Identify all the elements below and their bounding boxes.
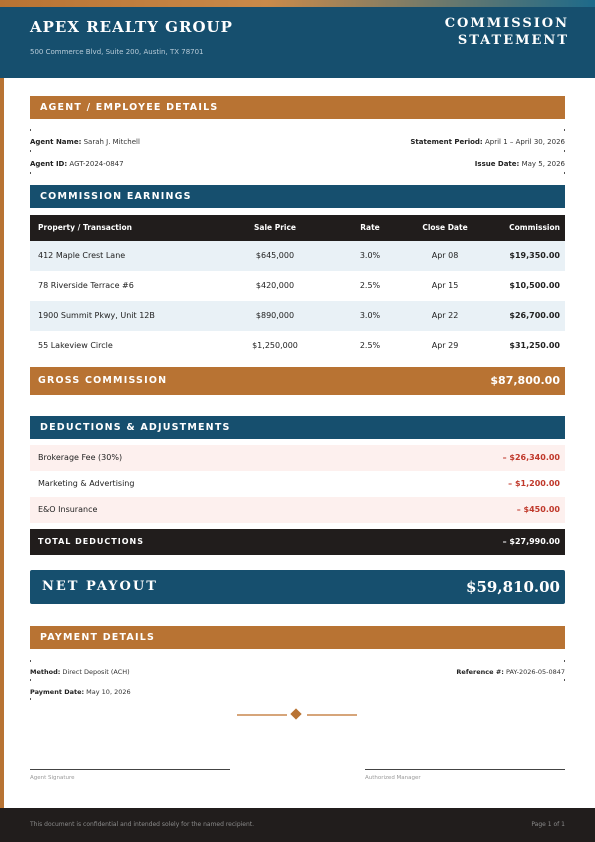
- page-number: Page 1 of 1: [531, 821, 565, 828]
- column-header-close-date: Close Date: [422, 223, 468, 232]
- document-title-line1: COMMISSION: [444, 16, 569, 31]
- payment-date-value: May 10, 2026: [86, 688, 131, 696]
- dot-marker: [564, 150, 565, 152]
- dot-marker: [30, 172, 31, 174]
- earnings-table-header: [30, 215, 565, 241]
- dot-marker: [30, 698, 31, 700]
- company-address: 500 Commerce Blvd, Suite 200, Austin, TX 78701: [30, 48, 204, 56]
- column-header-property: Property / Transaction: [38, 223, 132, 232]
- close-date-cell: Apr 29: [431, 341, 459, 350]
- commission-cell: $31,250.00: [509, 341, 560, 350]
- issue-date-value: May 5, 2026: [521, 160, 565, 168]
- payment-reference-label: Reference #:: [456, 668, 504, 676]
- column-header-commission: Commission: [509, 223, 560, 232]
- agent-name-label: Agent Name:: [30, 138, 82, 146]
- close-date-cell: Apr 08: [431, 251, 459, 260]
- payment-method-label: Method:: [30, 668, 61, 676]
- statement-period-label: Statement Period:: [410, 138, 483, 146]
- agent-name-value: Sarah J. Mitchell: [83, 138, 140, 146]
- property-cell: 1900 Summit Pkwy, Unit 12B: [38, 311, 155, 320]
- deduction-amount: – $26,340.00: [502, 453, 560, 462]
- ornament-line-right: [307, 714, 357, 716]
- payment-method: [30, 668, 130, 676]
- total-deductions-bar: [30, 529, 565, 555]
- deduction-row: [30, 471, 565, 497]
- rate-cell: 2.5%: [359, 341, 381, 350]
- net-payout-banner: [30, 570, 565, 604]
- left-accent-stripe: [0, 78, 4, 808]
- table-row: [30, 301, 565, 331]
- deduction-label: Marketing & Advertising: [38, 479, 135, 488]
- payment-details-heading: PAYMENT DETAILS: [30, 626, 565, 649]
- sale-price-cell: $645,000: [255, 251, 295, 260]
- dot-marker: [564, 679, 565, 681]
- rate-cell: 2.5%: [359, 281, 381, 290]
- document-header: [0, 0, 595, 78]
- column-header-rate: Rate: [360, 223, 380, 232]
- deduction-amount: – $1,200.00: [508, 479, 560, 488]
- table-row: [30, 331, 565, 361]
- agent-name: [30, 138, 140, 146]
- net-payout-label: NET PAYOUT: [42, 579, 158, 594]
- diamond-icon: [290, 708, 301, 719]
- agent-id-value: AGT-2024-0847: [69, 160, 124, 168]
- sale-price-cell: $1,250,000: [252, 341, 298, 350]
- dot-marker: [30, 679, 31, 681]
- agent-id: [30, 160, 124, 168]
- document-footer: [0, 808, 595, 842]
- close-date-cell: Apr 22: [431, 311, 459, 320]
- payment-reference-value: PAY-2026-05-0847: [505, 668, 565, 676]
- sale-price-cell: $890,000: [255, 311, 295, 320]
- gross-commission-bar: [30, 367, 565, 395]
- dot-marker: [564, 172, 565, 174]
- document-title: [369, 15, 569, 49]
- header-accent-line: [0, 0, 595, 7]
- payment-date-label: Payment Date:: [30, 688, 85, 696]
- column-header-sale-price: Sale Price: [253, 223, 297, 232]
- rate-cell: 3.0%: [359, 251, 381, 260]
- gross-commission-label: GROSS COMMISSION: [38, 375, 168, 386]
- manager-signature-line: [365, 769, 565, 770]
- ornament-line-left: [237, 714, 287, 716]
- payment-date: [30, 688, 131, 696]
- net-payout-value: $59,810.00: [466, 578, 560, 596]
- payment-method-value: Direct Deposit (ACH): [62, 668, 130, 676]
- commission-earnings-heading: COMMISSION EARNINGS: [30, 185, 565, 208]
- property-cell: 412 Maple Crest Lane: [38, 251, 126, 260]
- payment-reference: [456, 668, 565, 676]
- sale-price-cell: $420,000: [255, 281, 295, 290]
- deduction-amount: – $450.00: [516, 505, 560, 514]
- deduction-row: [30, 445, 565, 471]
- document-title-line2: STATEMENT: [457, 33, 569, 48]
- deduction-label: E&O Insurance: [38, 505, 98, 514]
- divider-ornament: [237, 710, 357, 720]
- agent-details-heading: AGENT / EMPLOYEE DETAILS: [30, 96, 565, 119]
- property-cell: 55 Lakeview Circle: [38, 341, 113, 350]
- issue-date: [475, 160, 565, 168]
- deduction-label: Brokerage Fee (30%): [38, 453, 123, 462]
- deduction-row: [30, 497, 565, 523]
- company-name: APEX REALTY GROUP: [30, 18, 233, 36]
- gross-commission-value: $87,800.00: [490, 374, 560, 387]
- agent-signature-line: [30, 769, 230, 770]
- dot-marker: [30, 660, 31, 662]
- deductions-heading: DEDUCTIONS & ADJUSTMENTS: [30, 416, 565, 439]
- commission-cell: $26,700.00: [509, 311, 560, 320]
- table-row: [30, 271, 565, 301]
- table-row: [30, 241, 565, 271]
- dot-marker: [564, 660, 565, 662]
- statement-period: [410, 138, 565, 146]
- close-date-cell: Apr 15: [431, 281, 459, 290]
- issue-date-label: Issue Date:: [474, 160, 520, 168]
- property-cell: 78 Riverside Terrace #6: [38, 281, 134, 290]
- confidentiality-note: This document is confidential and intended solely for the named recipient.: [30, 821, 255, 828]
- total-deductions-value: – $27,990.00: [502, 537, 560, 546]
- dot-marker: [30, 150, 31, 152]
- total-deductions-label: TOTAL DEDUCTIONS: [38, 537, 144, 546]
- agent-signature-label: Agent Signature: [30, 775, 75, 781]
- dot-marker: [30, 129, 31, 131]
- manager-signature-label: Authorized Manager: [365, 775, 421, 781]
- agent-id-label: Agent ID:: [30, 160, 68, 168]
- commission-cell: $19,350.00: [509, 251, 560, 260]
- rate-cell: 3.0%: [359, 311, 381, 320]
- dot-marker: [564, 129, 565, 131]
- commission-cell: $10,500.00: [509, 281, 560, 290]
- statement-period-value: April 1 – April 30, 2026: [484, 138, 565, 146]
